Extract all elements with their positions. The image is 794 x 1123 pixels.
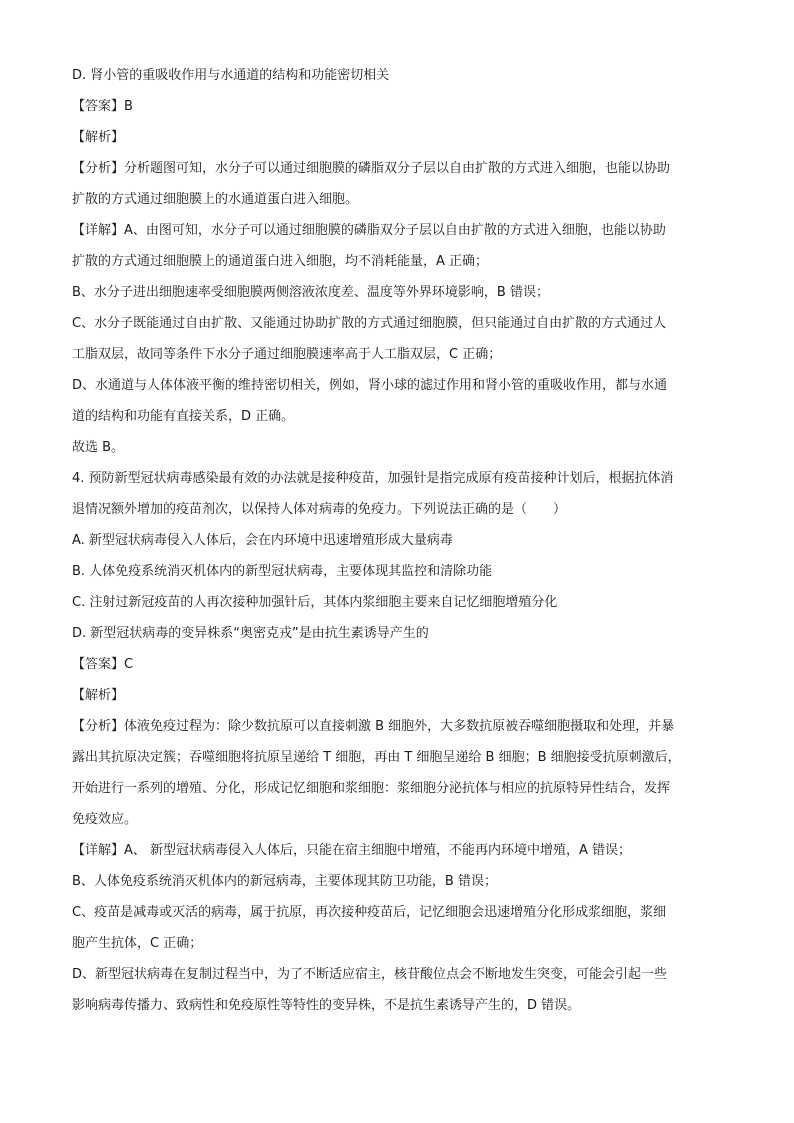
answer-label: 【答案】C — [72, 657, 134, 672]
question-stem: 退情况额外增加的疫苗剂次，以保持人体对病毒的免疫力。下列说法正确的是（ ） — [72, 502, 567, 517]
text-line: C、疫苗是减毒或灭活的病毒，属于抗原，再次接种疫苗后，记忆细胞会迅速增殖分化形成浆细胞，浆细 — [72, 905, 667, 920]
analysis-heading: 【解析】 — [72, 688, 125, 703]
text-line: 免疫效应。 — [72, 812, 138, 827]
text-line: 【详解】A、由图可知，水分子可以通过细胞膜的磷脂双分子层以自由扩散的方式进入细胞，也能以协助 — [72, 223, 666, 238]
text-line: 【分析】体液免疫过程为：除少数抗原可以直接刺激 B 细胞外，大多数抗原被吞噬细胞摄取和处理，并暴 — [72, 719, 675, 734]
text-line: 工脂双层，故同等条件下水分子通过细胞膜速率高于人工脂双层，C 正确； — [72, 347, 502, 362]
text-line: D、新型冠状病毒在复制过程当中，为了不断适应宿主，核苷酸位点会不断地发生突变，可能会引起一些 — [72, 967, 668, 982]
text-line: 故选 B。 — [72, 440, 125, 455]
text-line: D、水通道与人体体液平衡的维持密切相关，例如，肾小球的滤过作用和肾小管的重吸收作用，都与水通 — [72, 378, 668, 393]
analysis-heading: 【解析】 — [72, 130, 125, 145]
text-line: 扩散的方式通过细胞膜上的通道蛋白进入细胞，均不消耗能量，A 正确； — [72, 254, 489, 269]
text-line: 【详解】A、 新型冠状病毒侵入人体后，只能在宿主细胞中增殖，不能再内环境中增殖，A 错误； — [72, 843, 632, 858]
text-line: 扩散的方式通过细胞膜上的水通道蛋白进入细胞。 — [72, 192, 359, 207]
text-line: B、水分子进出细胞速率受细胞膜两侧溶液浓度差、温度等外界环境影响，B 错误； — [72, 285, 549, 300]
option-d: D. 新型冠状病毒的变异株系“奥密克戎”是由抗生素诱导产生的 — [72, 626, 429, 641]
document-page — [72, 62, 732, 1023]
text-line: B、人体免疫系统消灭机体内的新冠病毒，主要体现其防卫功能，B 错误； — [72, 874, 497, 889]
option-b: B. 人体免疫系统消灭机体内的新型冠状病毒，主要体现其监控和清除功能 — [72, 564, 493, 579]
text-line: 道的结构和功能有直接关系，D 正确。 — [72, 409, 295, 424]
text-line: 开始进行一系列的增殖、分化，形成记忆细胞和浆细胞：浆细胞分泌抗体与相应的抗原特异性结合，发挥 — [72, 781, 671, 796]
text-line: 胞产生抗体，C 正确； — [72, 936, 203, 951]
text-line: 露出其抗原决定簇；吞噬细胞将抗原呈递给 T 细胞，再由 T 细胞呈递给 B 细胞；B 细胞接受抗原刺激后， — [72, 750, 681, 765]
text-line: D. 肾小管的重吸收作用与水通道的结构和功能密切相关 — [72, 68, 390, 83]
option-c: C. 注射过新冠疫苗的人再次接种加强针后，其体内浆细胞主要来自记忆细胞增殖分化 — [72, 595, 558, 610]
text-line: 影响病毒传播力、致病性和免疫原性等特性的变异株，不是抗生素诱导产生的，D 错误。 — [72, 998, 581, 1013]
answer-label: 【答案】B — [72, 99, 133, 114]
text-line: C、水分子既能通过自由扩散、又能通过协助扩散的方式通过细胞膜，但只能通过自由扩散的方式通过人 — [72, 316, 667, 331]
question-stem: 4. 预防新型冠状病毒感染最有效的办法就是接种疫苗，加强针是指完成原有疫苗接种计划后，根据抗体消 — [72, 471, 674, 486]
option-a: A. 新型冠状病毒侵入人体后，会在内环境中迅速增殖形成大量病毒 — [72, 533, 453, 548]
text-line: 【分析】分析题图可知，水分子可以通过细胞膜的磷脂双分子层以自由扩散的方式进入细胞，也能以协助 — [72, 161, 671, 176]
